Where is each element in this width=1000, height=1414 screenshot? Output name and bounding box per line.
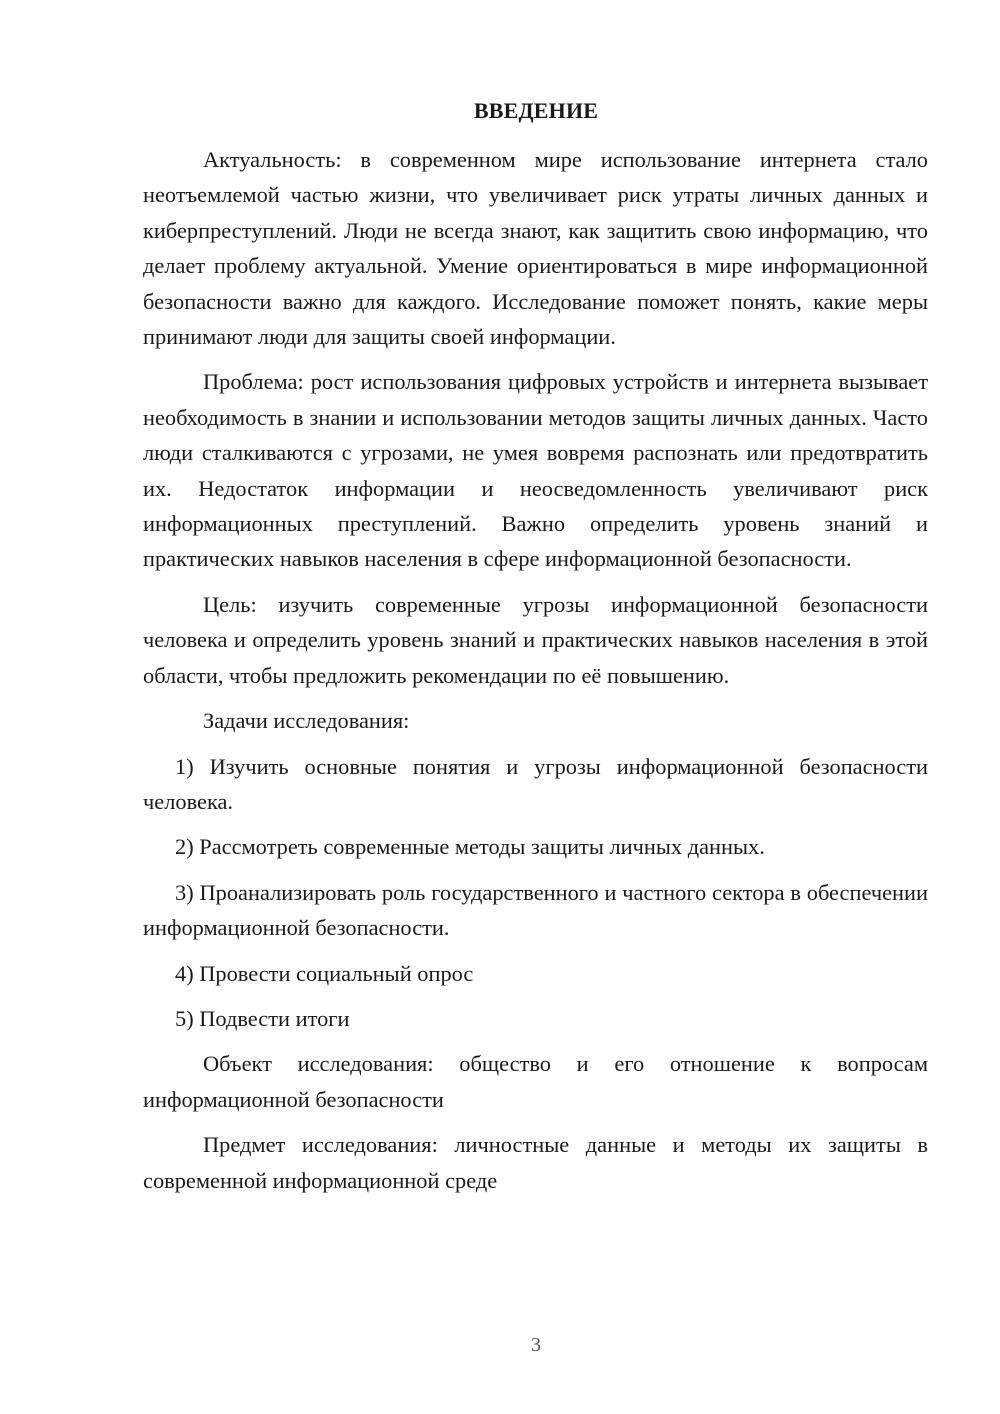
paragraph-problem: Проблема: рост использования цифровых устройств и интернета вызывает необходимость в знании и использовании методов защиты личных данных. Часто люди сталкиваются с угрозами, не умея вовремя распознать или предотвратить их. Недостаток информации и неосведомленность увеличивают риск информационных преступлений. Важно определить уровень знаний и практических навыков населения в сфере информационной безопасности.	[143, 369, 928, 572]
task-item-3: 3) Проанализировать роль государственного и частного сектора в обеспечении информационной безопасности.	[143, 879, 928, 941]
paragraph-object: Объект исследования: общество и его отношение к вопросам информационной безопасности	[143, 1051, 928, 1112]
paragraph-goal: Цель: изучить современные угрозы информационной безопасности человека и определить уровень знаний и практических навыков населения в этой области, чтобы предложить рекомендации по её повышению.	[143, 591, 928, 688]
paragraph-subject: Предмет исследования: личностные данные и методы их защиты в современной информационной среде	[143, 1132, 928, 1193]
document-body	[143, 142, 928, 1208]
paragraph-relevance: Актуальность: в современном мире использование интернета стало неотъемлемой частью жизни, что увеличивает риск утраты личных данных и киберпреступлений. Люди не всегда знают, как защитить свою информацию, что делает проблему актуальной. Умение ориентироваться в мире информационной безопасности важно для каждого. Исследование поможет понять, какие меры принимают люди для защиты своей информации.	[143, 147, 928, 350]
task-item-1: 1) Изучить основные понятия и угрозы информационной безопасности человека.	[143, 753, 928, 814]
task-item-2: 2) Рассмотреть современные методы защиты личных данных.	[175, 834, 765, 860]
section-title: ВВЕДЕНИЕ	[473, 98, 599, 123]
task-item-4: 4) Провести социальный опрос	[175, 960, 474, 986]
paragraph-tasks-heading: Задачи исследования:	[203, 708, 410, 734]
task-item-5: 5) Подвести итоги	[175, 1005, 350, 1031]
page-number: 3	[531, 1334, 541, 1356]
